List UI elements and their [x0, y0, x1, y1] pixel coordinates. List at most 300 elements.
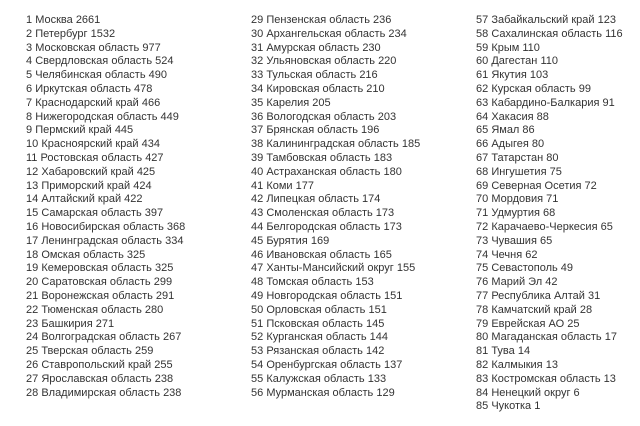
item-name: Забайкальский край	[491, 14, 595, 26]
item-value: 180	[383, 165, 402, 178]
item-rank: 68	[476, 165, 489, 178]
item-rank: 50	[251, 303, 264, 316]
item-value: 434	[141, 138, 160, 151]
item-name: Новосибирская область	[41, 220, 164, 233]
item-rank: 78	[476, 303, 489, 316]
item-rank: 42	[251, 193, 264, 206]
item-value: 397	[144, 207, 164, 220]
list-item	[26, 69, 185, 83]
list-item	[476, 359, 623, 373]
item-name: Карелия	[266, 96, 310, 109]
item-value: 142	[365, 345, 385, 358]
item-name: Камчатский край	[491, 303, 577, 316]
item-rank: 30	[251, 27, 264, 40]
list-item	[476, 249, 623, 263]
item-name: Мурманская область	[266, 386, 374, 399]
item-value: 1532	[90, 27, 116, 40]
list-item	[26, 235, 185, 249]
item-rank: 44	[251, 220, 264, 233]
item-rank: 49	[251, 289, 264, 302]
item-rank: 48	[251, 276, 264, 289]
item-rank: 60	[476, 55, 489, 68]
item-name: Саратовская область	[41, 276, 151, 289]
list-item	[251, 138, 420, 152]
list-item	[26, 83, 185, 97]
list-item	[26, 138, 185, 152]
item-name: Хакасия	[491, 110, 534, 123]
item-rank: 13	[26, 179, 39, 192]
item-name: Марий Эл	[491, 276, 543, 289]
item-name: Тульская область	[266, 69, 357, 82]
item-value: 238	[154, 372, 174, 385]
list-item	[476, 42, 623, 56]
item-value: 205	[312, 96, 331, 109]
column-2	[251, 14, 420, 400]
list-item	[26, 111, 185, 125]
list-item	[476, 83, 623, 97]
item-name: Крым	[491, 41, 520, 54]
item-rank: 66	[476, 138, 489, 151]
item-value: 216	[359, 69, 378, 82]
item-value: 478	[134, 82, 153, 95]
item-value: 449	[160, 110, 179, 123]
list-item	[26, 249, 185, 263]
item-rank: 81	[476, 345, 489, 358]
item-name: Владимирская область	[41, 386, 160, 399]
list-item	[476, 97, 623, 111]
list-item	[251, 249, 420, 263]
item-rank: 11	[26, 151, 38, 164]
list-item	[476, 124, 623, 138]
item-rank: 63	[476, 96, 489, 109]
list-item	[476, 373, 623, 387]
item-name: Тюменская область	[41, 303, 142, 316]
list-item	[476, 69, 623, 83]
list-item	[251, 359, 420, 373]
item-name: Адыгея	[491, 138, 529, 151]
list-item	[26, 207, 185, 221]
item-value: 238	[163, 386, 182, 399]
item-name: Алтайский край	[41, 193, 122, 206]
item-name: Красноярский край	[41, 138, 139, 151]
list-item	[476, 290, 623, 304]
list-item	[251, 124, 420, 138]
list-item	[251, 166, 420, 180]
list-item	[251, 83, 420, 97]
item-name: Московская область	[35, 41, 140, 54]
item-value: 280	[144, 303, 164, 316]
item-name: Татарстан	[491, 151, 544, 164]
item-name: Ингушетия	[491, 165, 547, 178]
item-value: 31	[587, 289, 601, 302]
item-value: 1	[534, 400, 541, 413]
item-value: 299	[153, 276, 173, 289]
item-rank: 45	[251, 234, 264, 247]
item-name: Магаданская область	[491, 331, 602, 344]
item-name: Ивановская область	[266, 248, 371, 261]
item-value: 68	[543, 207, 556, 220]
item-name: Тува	[491, 345, 515, 358]
list-item	[251, 276, 420, 290]
item-name: Коми	[266, 179, 293, 192]
item-rank: 7	[26, 96, 33, 109]
item-value: 71	[546, 193, 559, 206]
item-rank: 4	[26, 55, 33, 68]
item-rank: 14	[26, 193, 39, 206]
list-item	[476, 180, 623, 194]
item-rank: 54	[251, 358, 264, 371]
item-name: Ненецкий округ	[491, 386, 571, 399]
list-item	[26, 55, 185, 69]
item-name: Калужская область	[266, 372, 365, 385]
list-item	[26, 318, 185, 332]
item-value: 151	[368, 303, 387, 316]
list-item	[26, 124, 185, 138]
item-rank: 73	[476, 234, 489, 247]
item-value: 62	[525, 248, 538, 261]
item-rank: 29	[251, 14, 264, 26]
list-item	[26, 14, 185, 28]
item-rank: 40	[251, 165, 264, 178]
list-item	[26, 387, 185, 401]
item-name: Ульяновская область	[266, 55, 375, 68]
list-item	[26, 193, 185, 207]
item-rank: 76	[476, 276, 489, 289]
item-value: 173	[375, 207, 395, 220]
list-item	[476, 345, 623, 359]
item-rank: 16	[26, 220, 39, 233]
item-rank: 55	[251, 372, 264, 385]
item-rank: 19	[26, 262, 39, 275]
list-item	[476, 221, 623, 235]
item-rank: 15	[26, 207, 39, 220]
list-item	[476, 304, 623, 318]
item-value: 99	[578, 82, 591, 95]
item-name: Чечня	[491, 248, 523, 261]
item-value: 267	[162, 331, 182, 344]
list-item	[476, 276, 623, 290]
item-rank: 17	[26, 234, 39, 247]
item-value: 75	[549, 165, 562, 178]
item-name: Ставропольский край	[41, 358, 152, 371]
item-name: Пермский край	[35, 124, 112, 137]
item-name: Курская область	[491, 82, 576, 95]
item-rank: 34	[251, 82, 264, 95]
item-value: 220	[378, 55, 397, 68]
item-rank: 43	[251, 207, 264, 220]
item-name: Смоленская область	[266, 207, 373, 220]
item-rank: 39	[251, 151, 264, 164]
item-name: Липецкая область	[266, 193, 359, 206]
item-rank: 9	[26, 124, 33, 137]
item-name: Дагестан	[491, 55, 538, 68]
item-value: 490	[148, 69, 168, 82]
item-name: Курганская область	[266, 331, 367, 344]
item-name: Москва	[35, 14, 73, 26]
list-item	[26, 373, 185, 387]
item-name: Еврейская АО	[491, 317, 565, 330]
item-value: 183	[373, 151, 393, 164]
list-item	[251, 331, 420, 345]
item-name: Волгоградская область	[41, 331, 160, 344]
item-value: 137	[383, 358, 403, 371]
item-rank: 77	[476, 289, 489, 302]
list-item	[26, 180, 185, 194]
item-value: 116	[605, 27, 623, 40]
list-item	[476, 111, 623, 125]
list-item	[476, 138, 623, 152]
list-item	[251, 152, 420, 166]
item-rank: 67	[476, 151, 489, 164]
item-value: 129	[376, 386, 395, 399]
item-rank: 61	[476, 69, 489, 82]
item-value: 255	[154, 358, 173, 371]
item-rank: 69	[476, 179, 489, 192]
item-name: Чувашия	[491, 234, 537, 247]
item-value: 466	[141, 96, 161, 109]
item-value: 524	[155, 55, 174, 68]
item-name: Тверская область	[41, 345, 132, 358]
item-value: 151	[384, 289, 403, 302]
item-name: Бурятия	[266, 234, 308, 247]
item-rank: 47	[251, 262, 264, 275]
item-name: Башкирия	[41, 317, 93, 330]
item-name: Кировская область	[266, 82, 364, 95]
item-rank: 21	[26, 289, 39, 302]
item-rank: 24	[26, 331, 39, 344]
item-value: 153	[355, 276, 374, 289]
item-name: Самарская область	[41, 207, 142, 220]
item-rank: 57	[476, 14, 489, 26]
list-item	[476, 28, 623, 42]
list-item	[476, 55, 623, 69]
item-value: 334	[165, 234, 184, 247]
list-item	[26, 166, 185, 180]
item-rank: 31	[251, 41, 264, 54]
item-value: 259	[134, 345, 154, 358]
item-value: 234	[388, 27, 407, 40]
item-name: Ямал	[491, 124, 520, 137]
item-name: Чукотка	[491, 400, 532, 413]
list-item	[251, 290, 420, 304]
item-rank: 2	[26, 27, 33, 40]
list-item	[251, 180, 420, 194]
item-name: Ростовская область	[40, 151, 143, 164]
item-rank: 53	[251, 345, 264, 358]
list-item	[476, 318, 623, 332]
item-value: 236	[373, 14, 392, 26]
list-item	[476, 387, 623, 401]
item-rank: 46	[251, 248, 264, 261]
list-item	[251, 14, 420, 28]
item-name: Рязанская область	[266, 345, 363, 358]
list-item	[476, 193, 623, 207]
item-name: Тамбовская область	[266, 151, 371, 164]
list-item	[26, 97, 185, 111]
item-value: 6	[573, 386, 580, 399]
item-value: 88	[536, 110, 549, 123]
list-item	[251, 55, 420, 69]
item-value: 977	[142, 41, 161, 54]
item-rank: 41	[251, 179, 264, 192]
item-value: 424	[133, 179, 152, 192]
item-name: Омская область	[41, 248, 124, 261]
item-rank: 59	[476, 41, 489, 54]
item-name: Калмыкия	[491, 358, 543, 371]
list-item	[251, 235, 420, 249]
item-rank: 80	[476, 331, 489, 344]
item-rank: 3	[26, 41, 33, 54]
column-1	[26, 14, 185, 400]
item-name: Сахалинская область	[491, 27, 603, 40]
item-rank: 83	[476, 372, 489, 385]
item-rank: 84	[476, 386, 489, 399]
item-value: 14	[517, 345, 531, 358]
list-item	[476, 331, 623, 345]
item-name: Астраханская область	[266, 165, 381, 178]
item-value: 72	[584, 179, 597, 192]
item-name: Нижегородская область	[35, 110, 158, 123]
item-rank: 5	[26, 69, 33, 82]
item-rank: 36	[251, 110, 264, 123]
item-rank: 51	[251, 317, 264, 330]
list-item	[26, 345, 185, 359]
list-item	[251, 373, 420, 387]
item-name: Вологодская область	[266, 110, 375, 123]
item-rank: 74	[476, 248, 489, 261]
item-name: Псковская область	[266, 317, 363, 330]
list-item	[251, 304, 420, 318]
item-rank: 33	[251, 69, 264, 82]
item-value: 177	[295, 179, 314, 192]
item-value: 86	[522, 124, 535, 137]
list-item	[251, 207, 420, 221]
item-rank: 6	[26, 82, 33, 95]
list-item	[26, 276, 185, 290]
item-rank: 72	[476, 220, 489, 233]
item-rank: 1	[26, 14, 33, 26]
item-rank: 71	[476, 207, 489, 220]
item-name: Новгородская область	[266, 289, 381, 302]
list-item	[476, 235, 623, 249]
item-value: 325	[154, 262, 174, 275]
item-rank: 8	[26, 110, 33, 123]
item-name: Приморский край	[41, 179, 131, 192]
item-name: Свердловская область	[35, 55, 153, 68]
item-rank: 12	[26, 165, 39, 178]
item-value: 144	[369, 331, 389, 344]
list-item	[476, 152, 623, 166]
item-rank: 62	[476, 82, 489, 95]
list-item	[26, 221, 185, 235]
list-item	[251, 193, 420, 207]
item-value: 65	[539, 234, 553, 247]
list-item	[476, 166, 623, 180]
item-value: 174	[362, 193, 381, 206]
item-value: 445	[114, 124, 134, 137]
item-value: 123	[597, 14, 616, 26]
list-item	[251, 97, 420, 111]
item-rank: 32	[251, 55, 264, 68]
list-item	[251, 387, 420, 401]
item-value: 425	[136, 165, 156, 178]
item-value: 291	[155, 289, 175, 302]
item-name: Воронежская область	[41, 289, 153, 302]
item-value: 155	[396, 262, 416, 275]
item-name: Удмуртия	[491, 207, 540, 220]
item-value: 91	[602, 96, 615, 109]
item-value: 133	[367, 372, 387, 385]
item-value: 2661	[75, 14, 101, 26]
item-name: Краснодарский край	[35, 96, 139, 109]
item-name: Пензенская область	[266, 14, 370, 26]
item-name: Кемеровская область	[41, 262, 152, 275]
item-name: Ленинградская область	[41, 234, 163, 247]
list-item	[26, 42, 185, 56]
item-rank: 79	[476, 317, 489, 330]
item-name: Мордовия	[491, 193, 544, 206]
list-item	[26, 152, 185, 166]
item-value: 230	[362, 41, 381, 54]
item-value: 203	[377, 110, 397, 123]
list-item	[26, 262, 185, 276]
item-name: Севастополь	[491, 262, 558, 275]
item-rank: 85	[476, 400, 489, 413]
item-value: 325	[126, 248, 146, 261]
item-name: Якутия	[491, 69, 527, 82]
item-rank: 28	[26, 386, 39, 399]
item-value: 80	[546, 151, 559, 164]
item-value: 271	[95, 317, 115, 330]
item-rank: 26	[26, 358, 39, 371]
item-value: 210	[366, 82, 385, 95]
item-rank: 64	[476, 110, 489, 123]
list-item	[476, 262, 623, 276]
item-value: 42	[545, 276, 558, 289]
item-name: Кабардино-Балкария	[491, 96, 600, 109]
item-rank: 27	[26, 372, 39, 385]
item-rank: 38	[251, 138, 264, 151]
column-3	[476, 14, 623, 414]
item-value: 28	[579, 303, 593, 316]
item-rank: 70	[476, 193, 489, 206]
list-item	[476, 400, 623, 414]
item-rank: 18	[26, 248, 39, 261]
item-name: Калининградская область	[266, 138, 399, 151]
item-value: 110	[522, 41, 540, 54]
item-rank: 58	[476, 27, 489, 40]
item-rank: 37	[251, 124, 264, 137]
item-name: Челябинская область	[35, 69, 146, 82]
item-name: Петербург	[35, 27, 88, 40]
item-rank: 56	[251, 386, 264, 399]
list-item	[26, 359, 185, 373]
item-rank: 20	[26, 276, 39, 289]
item-value: 185	[401, 138, 421, 151]
item-name: Костромская область	[491, 372, 601, 385]
list-item	[476, 207, 623, 221]
item-name: Республика Алтай	[491, 289, 585, 302]
list-item	[251, 69, 420, 83]
list-item	[251, 221, 420, 235]
item-value: 196	[361, 124, 380, 137]
item-value: 110	[540, 55, 558, 68]
item-name: Иркутская область	[35, 82, 131, 95]
list-item	[251, 28, 420, 42]
item-value: 422	[124, 193, 143, 206]
item-value: 169	[310, 234, 330, 247]
item-rank: 22	[26, 303, 39, 316]
